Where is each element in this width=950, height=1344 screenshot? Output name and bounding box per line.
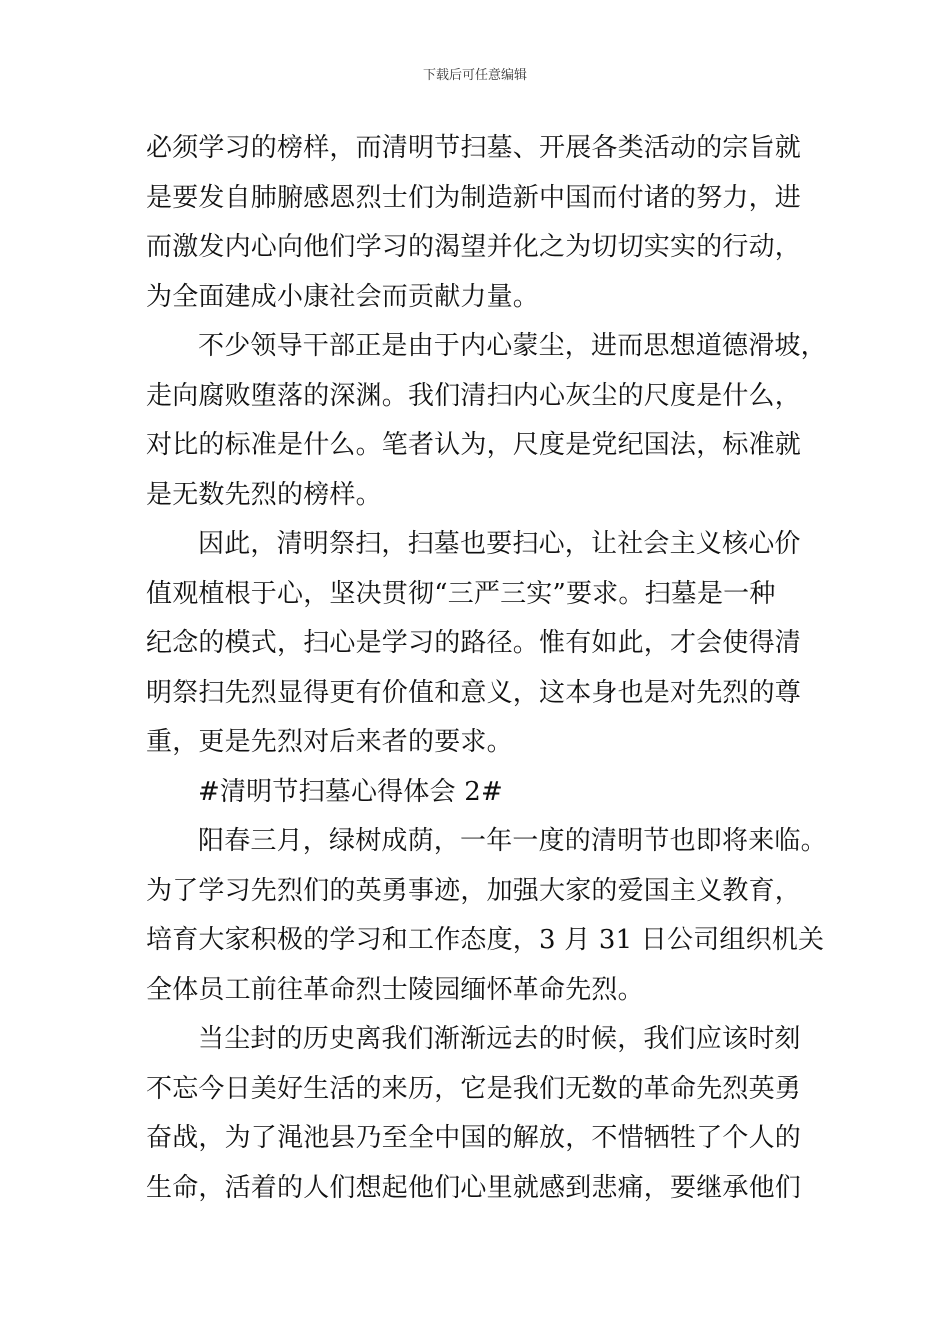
text-line: 不忘今日美好生活的来历，它是我们无数的革命先烈英勇 bbox=[146, 1073, 802, 1104]
text-line: 值观植根于心，坚决贯彻“三严三实”要求。扫墓是一种 bbox=[146, 578, 776, 609]
text-line: 当尘封的历史离我们渐渐远去的时候，我们应该时刻 bbox=[198, 1024, 801, 1054]
text-line: 而激发内心向他们学习的渴望并化之为切切实实的行动， bbox=[146, 232, 802, 262]
text-line: 为全面建成小康社会而贡献力量。 bbox=[146, 281, 540, 312]
text-line: 纪念的模式，扫心是学习的路径。惟有如此，才会使得清 bbox=[146, 628, 802, 658]
document-body bbox=[146, 124, 826, 1213]
text-line: 阳春三月，绿树成荫，一年一度的清明节也即将来临。 bbox=[198, 826, 827, 856]
text-line: 对比的标准是什么。笔者认为，尺度是党纪国法，标准就 bbox=[146, 430, 802, 460]
text-line: 是要发自肺腑感恩烈士们为制造新中国而付诸的努力，进 bbox=[146, 182, 802, 213]
text-line: 因此，清明祭扫，扫墓也要扫心，让社会主义核心价 bbox=[198, 529, 801, 559]
text-line: 走向腐败堕落的深渊。我们清扫内心灰尘的尺度是什么， bbox=[146, 380, 802, 411]
text-line: 培育大家积极的学习和工作态度，3 月 31 日公司组织机关 bbox=[146, 925, 825, 955]
text-line: 必须学习的榜样，而清明节扫墓、开展各类活动的宗旨就 bbox=[146, 133, 802, 163]
text-line: 是无数先烈的榜样。 bbox=[146, 479, 382, 510]
text-line: 生命，活着的人们想起他们心里就感到悲痛，要继承他们 bbox=[146, 1172, 802, 1203]
text-line: 奋战，为了渑池县乃至全中国的解放，不惜牺牲了个人的 bbox=[146, 1123, 802, 1153]
page-header: 下载后可任意编辑 bbox=[422, 68, 527, 83]
text-line: 为了学习先烈们的英勇事迹，加强大家的爱国主义教育， bbox=[146, 875, 802, 906]
section-heading: #清明节扫墓心得体会 2# bbox=[198, 776, 503, 807]
text-line: 不少领导干部正是由于内心蒙尘，进而思想道德滑坡， bbox=[198, 331, 827, 361]
text-line: 明祭扫先烈显得更有价值和意义，这本身也是对先烈的尊 bbox=[146, 677, 802, 708]
text-line: 全体员工前往革命烈士陵园缅怀革命先烈。 bbox=[146, 974, 644, 1005]
text-line: 重，更是先烈对后来者的要求。 bbox=[146, 727, 513, 757]
